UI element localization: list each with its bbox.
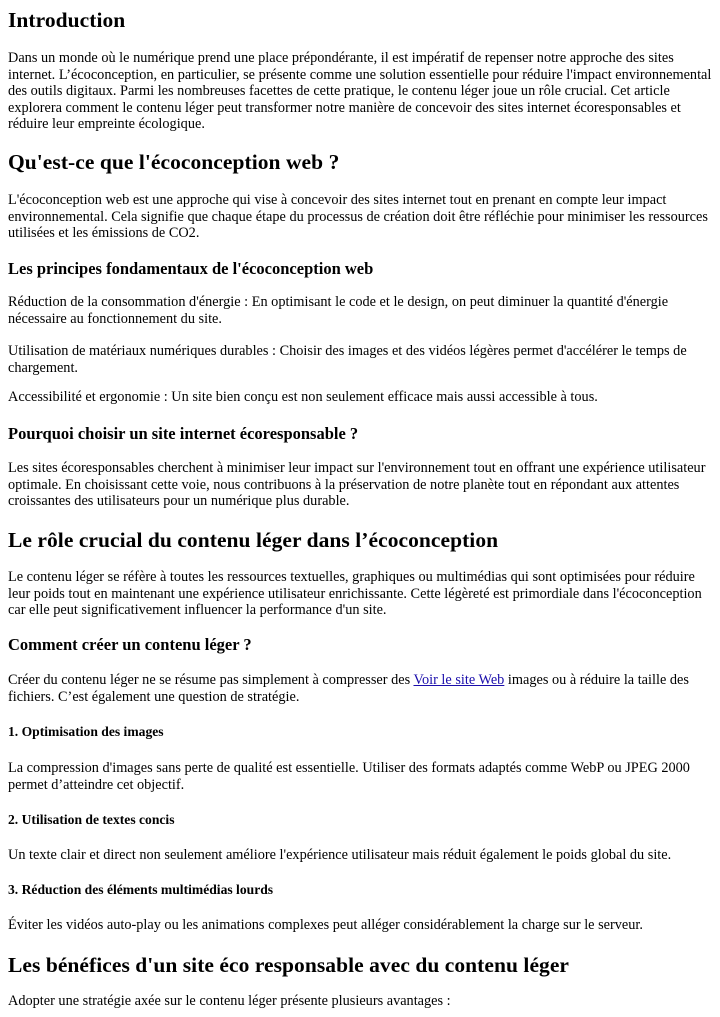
- principle-2: Utilisation de matériaux numériques durables : Choisir des images et des vidéos légères permet d'accélérer le temps de chargement.: [8, 343, 687, 376]
- how-text-after-link: images ou à réduire la taille des fichiers. C’est également une question de stratégie.: [8, 672, 689, 705]
- step2-paragraph: Un texte clair et direct non seulement améliore l'expérience utilisateur mais réduit également le poids global du site.: [8, 847, 672, 863]
- step3-heading: 3. Réduction des éléments multimédias lourds: [8, 882, 274, 897]
- step2-heading: 2. Utilisation de textes concis: [8, 812, 175, 827]
- how-text-before-link: Créer du contenu léger ne se résume pas simplement à compresser des: [8, 672, 414, 688]
- why-heading: Pourquoi choisir un site internet écoresponsable ?: [8, 424, 359, 443]
- intro-heading: Introduction: [8, 8, 126, 32]
- principle-1: Réduction de la consommation d'énergie : En optimisant le code et le design, on peut diminuer la quantité d'énergie nécessaire au fonctionnement du site.: [8, 294, 669, 327]
- principles-heading: Les principes fondamentaux de l'écoconception web: [8, 259, 374, 278]
- section3-paragraph: Adopter une stratégie axée sur le contenu léger présente plusieurs avantages :: [8, 993, 451, 1009]
- principle-3: Accessibilité et ergonomie : Un site bien conçu est non seulement efficace mais aussi accessible à tous.: [8, 389, 598, 405]
- section2-paragraph: Le contenu léger se réfère à toutes les ressources textuelles, graphiques ou multimédias qui sont optimisées pour réduire leur poids tout en maintenant une expérience utilisateur enrichissante. Cette légèreté est primordiale dans l'écoconception car elle peut significativement influencer la performance d'un site.: [8, 569, 702, 618]
- how-heading: Comment créer un contenu léger ?: [8, 635, 252, 654]
- section3-heading: Les bénéfices d'un site éco responsable avec du contenu léger: [8, 953, 570, 977]
- section1-paragraph: L'écoconception web est une approche qui vise à concevoir des sites internet tout en prenant en compte leur impact environnemental. Cela signifie que chaque étape du processus de création doit être réfléchie pour minimiser les ressources utilisées et les émissions de CO2.: [8, 192, 708, 241]
- intro-paragraph: Dans un monde où le numérique prend une place prépondérante, il est impératif de repenser notre approche des sites internet. L’écoconception, en particulier, se présente comme une solution essentielle pour réduire l'impact environnemental des outils digitaux. Parmi les nombreuses facettes de cette pratique, le contenu léger joue un rôle crucial. Cet article explorera comment le contenu léger peut transformer notre manière de concevoir des sites internet écoresponsables et réduire leur empreinte écologique.: [8, 50, 712, 132]
- section1-heading: Qu'est-ce que l'écoconception web ?: [8, 150, 340, 174]
- section2-heading: Le rôle crucial du contenu léger dans l’écoconception: [8, 528, 499, 552]
- step3-paragraph: Éviter les vidéos auto-play ou les animations complexes peut alléger considérablement la charge sur le serveur.: [8, 917, 643, 933]
- website-link[interactable]: Voir le site Web: [413, 672, 505, 688]
- step1-paragraph: La compression d'images sans perte de qualité est essentielle. Utiliser des formats adaptés comme WebP ou JPEG 2000 permet d’atteindre cet objectif.: [8, 760, 690, 793]
- why-paragraph: Les sites écoresponsables cherchent à minimiser leur impact sur l'environnement tout en offrant une expérience utilisateur optimale. En choisissant cette voie, nous contribuons à la préservation de notre planète tout en répondant aux attentes croissantes des utilisateurs pour un numérique plus durable.: [8, 460, 706, 509]
- how-paragraph: [8, 672, 714, 705]
- step1-heading: 1. Optimisation des images: [8, 724, 164, 739]
